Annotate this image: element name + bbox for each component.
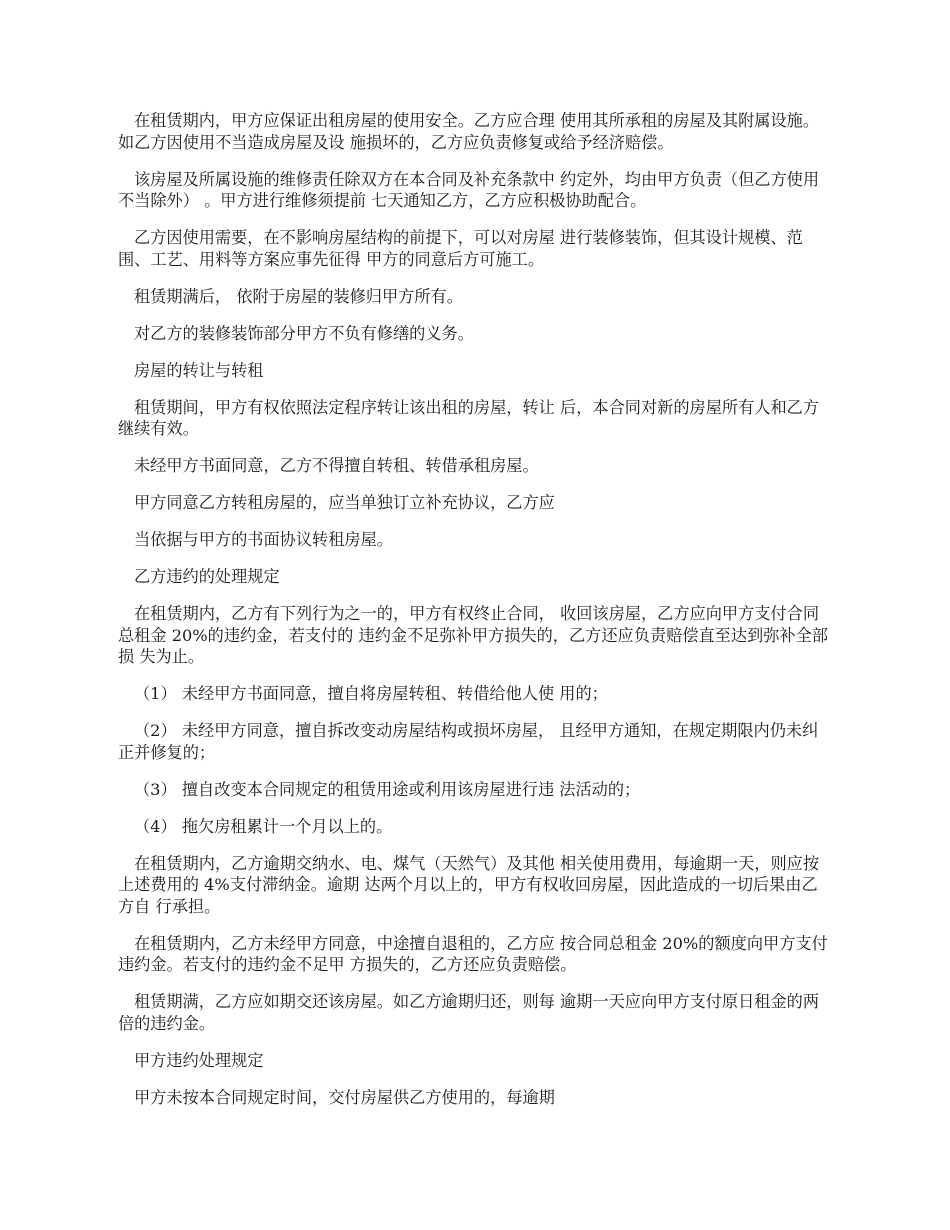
paragraph-termination: 在租赁期内，乙方有下列行为之一的，甲方有权终止合同， 收回该房屋，乙方应向甲方支付合同总租金 20%的违约金，若支付的 违约金不足弥补甲方损失的，乙方还应负责赔偿直至达到弥补全部损 失为止。 (118, 604, 828, 666)
list-item-3: （3） 擅自改变本合同规定的租赁用途或利用该房屋进行违 法活动的； (134, 779, 641, 799)
section-heading-tenant-breach: 乙方违约的处理规定 (134, 567, 280, 586)
paragraph-no-sublet: 未经甲方书面同意，乙方不得擅自转租、转借承租房屋。 (134, 456, 539, 475)
list-item-1: （1） 未经甲方书面同意，擅自将房屋转租、转借给他人使 用的； (134, 684, 608, 703)
paragraph-safety: 在租赁期内，甲方应保证出租房屋的使用安全。乙方应合理 使用其所承租的房屋及其附属设施。如乙方因使用不当造成房屋及设 施损坏的，乙方应负责修复或给予经济赔偿。 (118, 111, 820, 152)
section-heading-landlord-breach: 甲方违约处理规定 (134, 1050, 264, 1070)
paragraph-late-delivery: 甲方未按本合同规定时间，交付房屋供乙方使用的，每逾期 (134, 1087, 555, 1107)
paragraph-no-repair-duty: 对乙方的装修装饰部分甲方不负有修缮的义务。 (134, 323, 474, 343)
section-heading-transfer: 房屋的转让与转租 (134, 360, 264, 380)
paragraph-decoration: 乙方因使用需要，在不影响房屋结构的前提下，可以对房屋 进行装修装饰，但其设计规模、范围、工艺、用料等方案应事先征得 甲方的同意后方可施工。 (118, 228, 803, 269)
paragraph-late-fees: 在租赁期内，乙方逾期交纳水、电、煤气（天然气）及其他 相关使用费用，每逾期一天，则应按上述费用的 4%支付滞纳金。逾期 达两个月以上的，甲方有权收回房屋，因此造成的一切后果由乙方自 行承担。 (118, 853, 820, 916)
paragraph-sublet-agreement: 甲方同意乙方转租房屋的，应当单独订立补充协议，乙方应 (134, 493, 555, 512)
list-item-4: （4） 拖欠房租累计一个月以上的。 (134, 816, 393, 836)
paragraph-transfer: 租赁期间，甲方有权依照法定程序转让该出租的房屋，转让 后，本合同对新的房屋所有人和乙方继续有效。 (118, 397, 820, 438)
paragraph-early-exit: 在租赁期内，乙方未经甲方同意，中途擅自退租的，乙方应 按合同总租金 20%的额度向甲方支付违约金。若支付的违约金不足甲 方损失的，乙方还应负责赔偿。 (118, 933, 828, 974)
paragraph-maintenance: 该房屋及所属设施的维修责任除双方在本合同及补充条款中 约定外，均由甲方负责（但乙方使用不当除外） 。甲方进行维修须提前 七天通知乙方，乙方应积极协助配合。 (118, 169, 820, 210)
paragraph-decoration-ownership: 租赁期满后， 依附于房屋的装修归甲方所有。 (134, 286, 463, 306)
list-item-2: （2） 未经甲方同意，擅自拆改变动房屋结构或损坏房屋， 且经甲方通知，在规定期限内仍未纠正并修复的； (118, 721, 819, 762)
paragraph-late-return: 租赁期满，乙方应如期交还该房屋。如乙方逾期归还，则每 逾期一天应向甲方支付原日租金的两倍的违约金。 (118, 992, 820, 1033)
paragraph-sublet-basis: 当依据与甲方的书面协议转租房屋。 (134, 530, 393, 549)
